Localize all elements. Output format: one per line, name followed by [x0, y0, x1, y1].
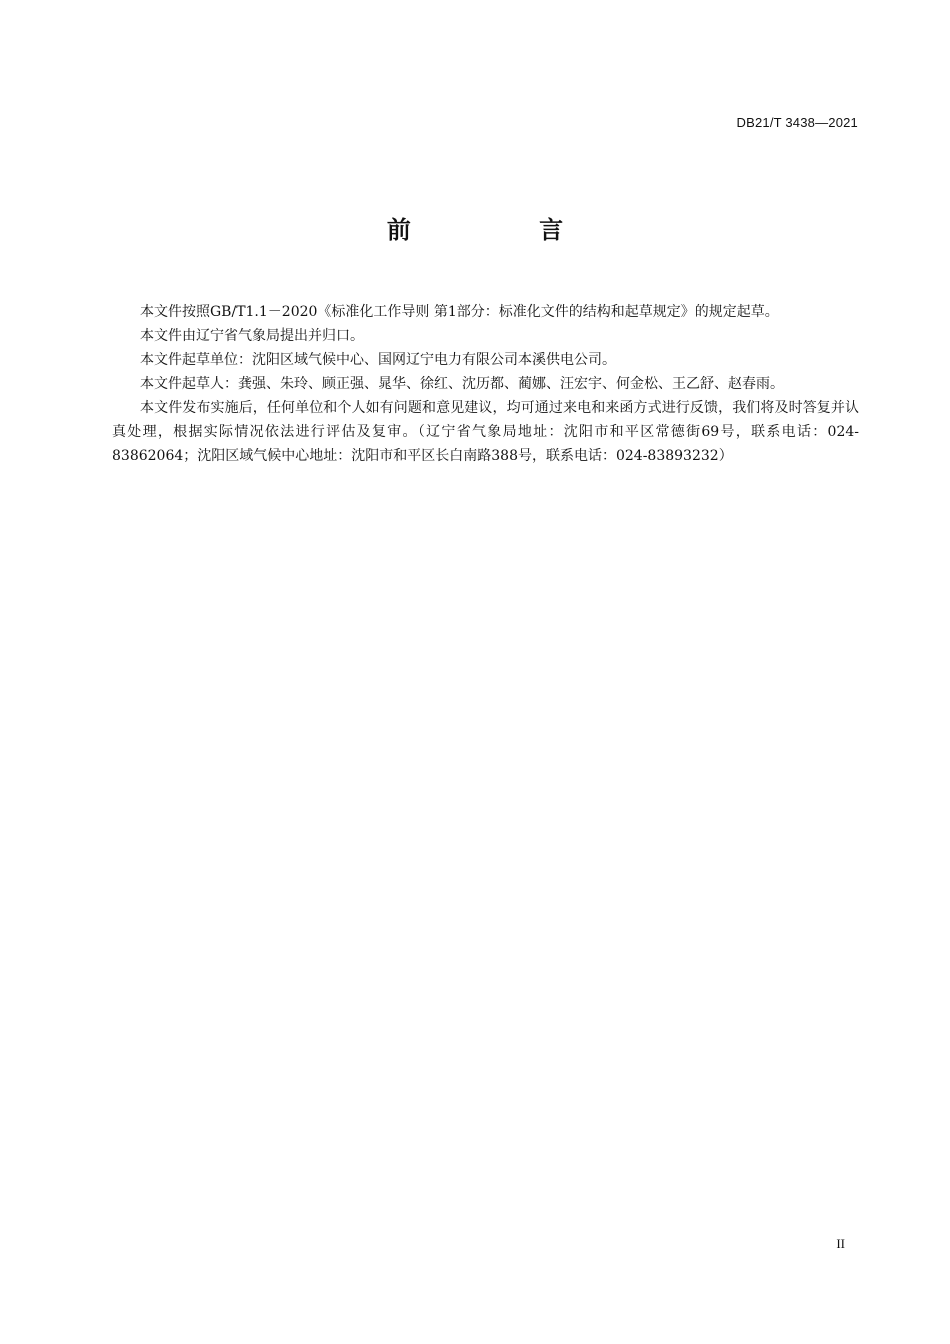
paragraph-feedback: 本文件发布实施后，任何单位和个人如有问题和意见建议，均可通过来电和来函方式进行反馈，我们将及时答复并认真处理，根据实际情况依法进行评估及复审。（辽宁省气象局地址：沈阳市和平区常德街69号，联系电话：024-83862064；沈阳区域气候中心地址：沈阳市和平区长白南路388号，联系电话：024-83893232） — [112, 400, 859, 464]
paragraph-drafting-basis: 本文件按照GB/T1.1－2020《标准化工作导则 第1部分：标准化文件的结构和起草规定》的规定起草。 — [140, 304, 779, 320]
paragraph-drafters: 本文件起草人：龚强、朱玲、顾正强、晁华、徐红、沈历都、蔺娜、汪宏宇、何金松、王乙舒、赵春雨。 — [140, 376, 784, 392]
page-number: II — [836, 1236, 845, 1251]
paragraph-drafting-units: 本文件起草单位：沈阳区域气候中心、国网辽宁电力有限公司本溪供电公司。 — [140, 352, 616, 368]
document-code: DB21/T 3438—2021 — [736, 115, 858, 130]
foreword-body — [112, 300, 859, 468]
paragraph-proposer: 本文件由辽宁省气象局提出并归口。 — [140, 328, 364, 344]
page-title: 前 言 — [386, 216, 624, 244]
